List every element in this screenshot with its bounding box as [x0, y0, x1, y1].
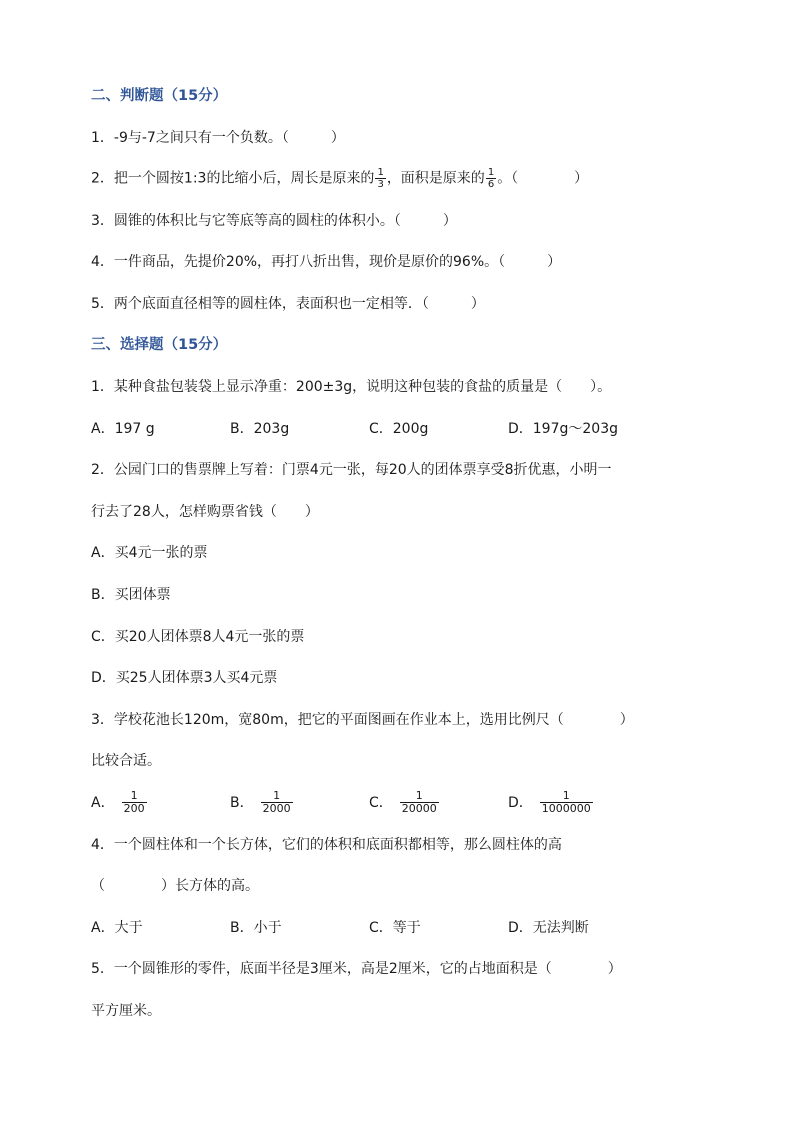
choice-q2-option-d: D．买25人团体票3人买4元票	[91, 670, 278, 686]
choice-q4-option-c: C．等于	[369, 920, 421, 936]
choice-question-5-line-1: 5．一个圆锥形的零件，底面半径是3厘米，高是2厘米，它的占地面积是（ ）	[91, 961, 622, 977]
judgment-question-1: 1．-9与-7之间只有一个负数。（ ）	[91, 130, 345, 146]
choice-question-2-line-1: 2．公园门口的售票牌上写着：门票4元一张，每20人的团体票享受8折优惠，小明一	[91, 462, 612, 478]
option-label: B．	[230, 794, 254, 811]
scale-fraction	[122, 790, 147, 815]
judgment-question-3: 3．圆锥的体积比与它等底等高的圆柱的体积小。（ ）	[91, 213, 457, 229]
scale-fraction	[540, 790, 593, 815]
fraction-denominator: 200	[123, 802, 145, 815]
choice-q1-option-a: A．197 g	[91, 421, 155, 437]
option-label: D．	[508, 794, 533, 811]
choice-q1-option-b: B．203g	[230, 421, 290, 437]
fraction-numerator: 1	[415, 789, 423, 802]
option-label: C．	[369, 794, 393, 811]
choice-question-3-line-1: 3．学校花池长120m，宽80m，把它的平面图画在作业本上，选用比例尺（ ）	[91, 712, 634, 728]
judgment-question-2-text-end: 。（ ）	[497, 170, 589, 187]
choice-q3-option-d	[508, 790, 594, 815]
fraction-denominator: 6	[487, 179, 495, 190]
judgment-question-5: 5．两个底面直径相等的圆柱体，表面积也一定相等．（ ）	[91, 296, 485, 312]
judgment-question-2	[91, 167, 588, 190]
choice-q3-option-b	[230, 790, 294, 815]
choice-q4-option-b: B．小于	[230, 920, 282, 936]
fraction-numerator: 1	[130, 789, 138, 802]
fraction-denominator: 1000000	[541, 802, 591, 815]
judgment-question-2-text-mid: ，面积是原来的	[386, 170, 485, 187]
fraction-numerator: 1	[377, 167, 384, 178]
fraction-denominator: 2000	[262, 802, 291, 815]
choice-question-1: 1．某种食盐包装袋上显示净重：200±3g，说明这种包装的食盐的质量是（ ）。	[91, 379, 612, 395]
judgment-question-2-text: 2．把一个圆按1:3的比缩小后，周长是原来的	[91, 170, 375, 187]
choice-question-4-line-1: 4．一个圆柱体和一个长方体，它们的体积和底面积都相等，那么圆柱体的高	[91, 837, 562, 853]
option-label: A．	[91, 794, 115, 811]
judgment-question-4: 4．一件商品，先提价20%，再打八折出售，现价是原价的96%。（ ）	[91, 254, 562, 270]
choice-q2-option-a: A．买4元一张的票	[91, 545, 208, 561]
section-heading-judgment: 二、判断题（15分）	[91, 88, 228, 104]
choice-question-5-line-2: 平方厘米。	[91, 1003, 161, 1019]
fraction-one-sixth	[486, 167, 496, 190]
fraction-one-third	[375, 167, 385, 190]
choice-q1-option-d: D．197g～203g	[508, 421, 618, 437]
choice-q4-option-d: D．无法判断	[508, 920, 589, 936]
choice-q4-option-a: A．大于	[91, 920, 143, 936]
choice-question-2-line-2: 行去了28人，怎样购票省钱（ ）	[91, 504, 319, 520]
choice-q3-option-c	[369, 790, 440, 815]
choice-question-4-line-2: （ ）长方体的高。	[91, 878, 259, 894]
choice-q3-option-a	[91, 790, 148, 815]
scale-fraction	[400, 790, 439, 815]
choice-question-3-line-2: 比较合适。	[91, 753, 161, 769]
fraction-numerator: 1	[273, 789, 281, 802]
section-heading-choice: 三、选择题（15分）	[91, 337, 228, 353]
scale-fraction	[261, 790, 293, 815]
fraction-denominator: 3	[377, 179, 384, 190]
choice-q2-option-b: B．买团体票	[91, 587, 171, 603]
fraction-denominator: 20000	[401, 802, 437, 815]
choice-q1-option-c: C．200g	[369, 421, 429, 437]
choice-q2-option-c: C．买20人团体票8人4元一张的票	[91, 629, 305, 645]
fraction-numerator: 1	[562, 789, 570, 802]
fraction-numerator: 1	[487, 167, 495, 178]
